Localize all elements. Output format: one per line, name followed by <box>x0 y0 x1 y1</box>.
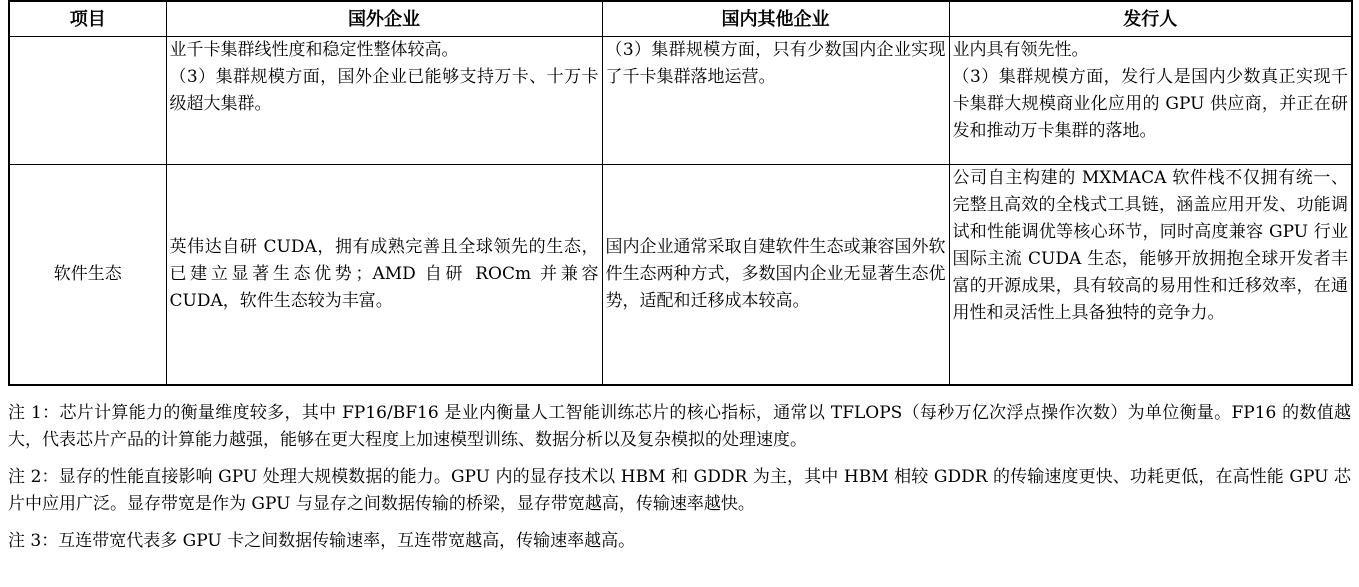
cell-item: 软件生态 <box>9 165 166 385</box>
cell-domestic <box>602 165 949 385</box>
document <box>8 0 1351 565</box>
note-1: 注 1：芯片计算能力的衡量维度较多，其中 FP16/BF16 是业内衡量人工智能训练芯片的核心指标，通常以 TFLOPS（每秒万亿次浮点操作次数）为单位衡量。FP16 的数值越大，代表芯片产品的计算能力越强，能够在更大程度上加速模型训练、数据分析以及复杂模拟的处理速度。 <box>8 402 1351 450</box>
header-domestic: 国内其他企业 <box>602 1 949 37</box>
cell-item <box>9 37 166 165</box>
cell-foreign <box>166 165 602 385</box>
cell-text: 业千卡集群线性度和稳定性整体较高。 <box>169 40 459 60</box>
note-2: 注 2：显存的性能直接影响 GPU 处理大规模数据的能力。GPU 内的显存技术以 HBM 和 GDDR 为主，其中 HBM 相较 GDDR 的传输速度更快、功耗更低，在高性能 GPU 芯片中应用广泛。显存带宽是作为 GPU 与显存之间数据传输的桥梁，显存带宽越高，传输速率越快。 <box>8 466 1351 514</box>
cell-text: 业内具有领先性。 <box>952 40 1089 60</box>
cell-text: 国内企业通常采取自建软件生态或兼容国外软件生态两种方式，多数国内企业无显著生态优势，适配和迁移成本较高。 <box>605 236 946 311</box>
comparison-table <box>8 0 1353 386</box>
cell-issuer <box>949 165 1352 385</box>
cell-text: 公司自主构建的 MXMACA 软件栈不仅拥有统一、完整且高效的全栈式工具链，涵盖应用开发、功能调试和性能调优等核心环节，同时高度兼容 GPU 行业国际主流 CUDA 生态，能够开放拥抱全球开发者丰富的开源成果，具有较高的易用性和迁移效率，在通用性和灵活性上具备独特的竞争力。 <box>952 168 1348 323</box>
note-3: 注 3：互连带宽代表多 GPU 卡之间数据传输速率，互连带宽越高，传输速率越高。 <box>8 530 636 551</box>
header-item: 项目 <box>9 1 166 37</box>
table-header-row <box>9 1 1352 37</box>
cell-text: 英伟达自研 CUDA，拥有成熟完善且全球领先的生态，已建立显著生态优势；AMD 自研 ROCm 并兼容 CUDA，软件生态较为丰富。 <box>169 236 599 311</box>
cell-text: （3）集群规模方面，国外企业已能够支持万卡、十万卡级超大集群。 <box>169 67 599 114</box>
header-foreign: 国外企业 <box>166 1 602 37</box>
table-row <box>9 165 1352 385</box>
cell-domestic <box>602 37 949 165</box>
header-issuer: 发行人 <box>949 1 1352 37</box>
cell-text: （3）集群规模方面，只有少数国内企业实现了千卡集群落地运营。 <box>605 40 946 87</box>
cell-issuer <box>949 37 1352 165</box>
notes-section <box>8 400 1351 555</box>
cell-foreign <box>166 37 602 165</box>
table-row <box>9 37 1352 165</box>
cell-text: （3）集群规模方面，发行人是国内少数真正实现千卡集群大规模商业化应用的 GPU 供应商，并正在研发和推动万卡集群的落地。 <box>952 67 1348 141</box>
